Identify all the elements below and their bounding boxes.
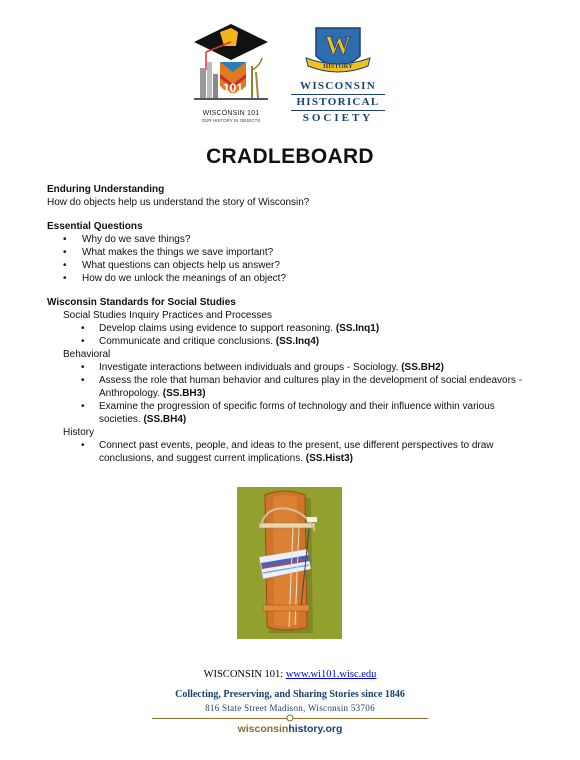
whs-rule <box>291 94 385 95</box>
wisconsin-historical-society-logo <box>288 24 388 128</box>
footer-program-line <box>0 669 580 680</box>
list-item: • What questions can objects help us answer? <box>47 259 527 272</box>
site-part-1: wisconsin <box>237 723 289 735</box>
wi101-caption: WISCONSIN 101 <box>202 110 260 117</box>
standards-group-label: Social Studies Inquiry Practices and Processes <box>63 310 272 321</box>
standard-code: (SS.BH2) <box>401 362 445 373</box>
header-logos <box>190 18 390 130</box>
wisconsin-101-logo <box>190 18 272 130</box>
wi101-tagline: OUR HISTORY IN OBJECTS <box>201 118 261 123</box>
wi101-number: 101 <box>222 81 244 95</box>
whs-shield-letter: W <box>325 31 351 60</box>
list-item: • Why do we save things? <box>47 233 527 246</box>
list-item: • Examine the progression of specific forms of technology and their influence within various societies. (SS.BH4) <box>47 400 527 426</box>
list-item: • Connect past events, people, and ideas to the present, use different perspectives to draw conclusions, and suggest current implications. (SS.Hist3) <box>47 439 527 465</box>
wisconsin-101-emblem-icon <box>190 18 272 110</box>
whs-name-line2: HISTORICAL <box>296 96 380 108</box>
whs-banner: HISTORY <box>323 63 353 70</box>
standard-code: (SS.BH3) <box>162 388 206 399</box>
list-item: • Assess the role that human behavior and cultures play in the development of social endeavors - Anthropology. (SS.BH3) <box>47 374 527 400</box>
whs-name-line1: WISCONSIN <box>300 80 376 92</box>
standards-group-label: History <box>63 427 95 438</box>
list-item: • Communicate and critique conclusions. (SS.Inq4) <box>47 335 527 348</box>
footer-website[interactable] <box>0 723 580 735</box>
list-item: • Develop claims using evidence to support reasoning. (SS.Inq1) <box>47 322 527 335</box>
whs-name-line3: SOCIETY <box>302 112 374 124</box>
lesson-content <box>47 183 527 465</box>
list-item: • How do we unlock the meanings of an object? <box>47 272 527 285</box>
cradleboard-image-icon <box>237 487 342 639</box>
standard-code: (SS.Hist3) <box>305 453 354 464</box>
essential-heading: Essential Questions <box>47 221 143 232</box>
standards-list <box>47 322 527 348</box>
standards-group-label: Behavioral <box>63 349 111 360</box>
standards-list <box>47 439 527 465</box>
standard-code: (SS.Inq4) <box>275 336 320 347</box>
list-item: • What makes the things we save important? <box>47 246 527 259</box>
whs-rule <box>291 110 385 111</box>
enduring-heading: Enduring Understanding <box>47 184 165 195</box>
essential-questions-list <box>47 233 527 285</box>
wi101-link[interactable]: www.wi101.wisc.edu <box>285 669 377 680</box>
whs-shield-icon <box>288 24 388 80</box>
standard-code: (SS.Inq1) <box>335 323 380 334</box>
standards-list <box>47 361 527 426</box>
standards-heading: Wisconsin Standards for Social Studies <box>47 297 236 308</box>
footer-program-label: WISCONSIN 101: <box>203 669 286 680</box>
enduring-text: How do objects help us understand the story of Wisconsin? <box>47 197 310 208</box>
cradleboard-photo <box>237 487 342 639</box>
site-part-2: history.org <box>288 723 343 735</box>
divider-ornament-icon <box>286 714 294 722</box>
standard-code: (SS.BH4) <box>143 414 187 425</box>
page-title: CRADLEBOARD <box>206 145 374 168</box>
footer-address: 816 State Street Madison, Wisconsin 53706 <box>205 703 375 713</box>
footer-tagline: Collecting, Preserving, and Sharing Stories since 1846 <box>175 689 405 700</box>
list-item: • Investigate interactions between individuals and groups - Sociology. (SS.BH2) <box>47 361 527 374</box>
